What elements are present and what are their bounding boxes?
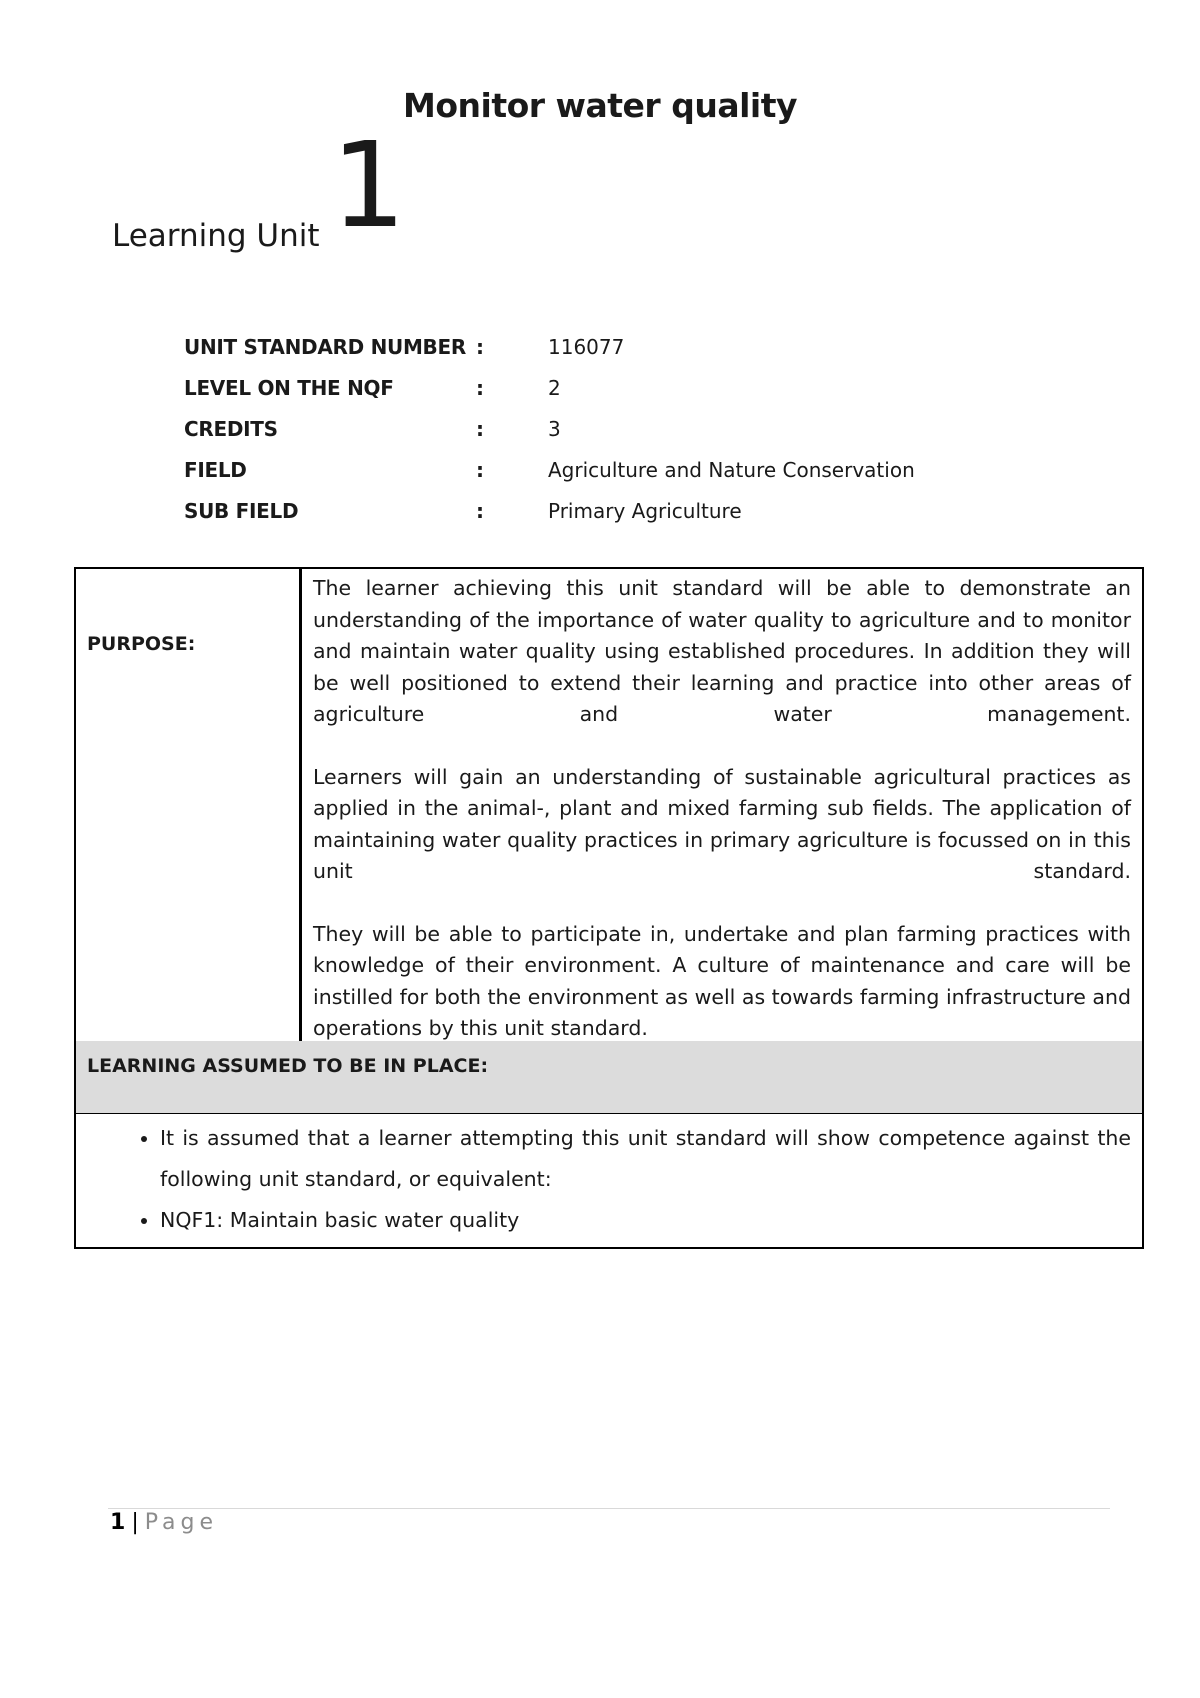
page-word: Page [144, 1510, 218, 1535]
purpose-paragraph: They will be able to participate in, undertake and plan farming practices with knowledge of their environment. A culture of maintenance and care will be instilled for both the environment as well as towards farming infrastructure and operations by this unit standard. [313, 921, 1131, 1040]
meta-key: UNIT STANDARD NUMBER [184, 334, 466, 359]
purpose-body [302, 569, 1142, 1041]
purpose-label: PURPOSE: [76, 569, 302, 1041]
document-title: Monitor water quality [403, 86, 797, 125]
learning-assumed-heading: LEARNING ASSUMED TO BE IN PLACE: [76, 1041, 1142, 1114]
purpose-table [74, 567, 1144, 1249]
list-item: • It is assumed that a learner attempting this unit standard will show competence against the following unit standard, or equivalent: [160, 1118, 1131, 1200]
page-number: 1 [110, 1510, 126, 1535]
footer-divider [108, 1508, 1110, 1509]
meta-key: CREDITS [184, 416, 278, 441]
meta-value: 116077 [548, 334, 625, 359]
meta-row [184, 367, 915, 408]
meta-key: FIELD [184, 457, 247, 482]
meta-row [184, 490, 915, 531]
page-footer [110, 1510, 218, 1535]
purpose-paragraph: Learners will gain an understanding of sustainable agricultural practices as applied in the animal-, plant and mixed farming sub fields. The application of maintaining water quality practices in primary agriculture is focussed on in this unit standard. [313, 764, 1131, 883]
meta-separator: : [476, 375, 484, 400]
meta-row [184, 408, 915, 449]
meta-separator: : [476, 457, 484, 482]
meta-row [184, 326, 915, 367]
meta-separator: : [476, 416, 484, 441]
meta-separator: : [476, 334, 484, 359]
meta-key: SUB FIELD [184, 498, 299, 523]
meta-value: Agriculture and Nature Conservation [548, 457, 915, 482]
meta-row [184, 449, 915, 490]
purpose-paragraph: The learner achieving this unit standard will be able to demonstrate an understanding of the importance of water quality to agriculture and to monitor and maintain water quality using established procedures. In addition they will be well positioned to extend their learning and practice into other areas of agriculture and water management. [313, 576, 1131, 726]
list-item: • NQF1: Maintain basic water quality [160, 1200, 1131, 1241]
meta-value: Primary Agriculture [548, 498, 742, 523]
learning-assumed-list [76, 1114, 1142, 1247]
learning-unit-heading [112, 116, 512, 260]
meta-key: LEVEL ON THE NQF [184, 375, 394, 400]
footer-separator: | [131, 1510, 139, 1535]
purpose-row [76, 569, 1142, 1041]
meta-value: 3 [548, 416, 561, 441]
unit-metadata-table [184, 326, 915, 531]
meta-separator: : [476, 498, 484, 523]
meta-value: 2 [548, 375, 561, 400]
learning-unit-label: Learning Unit [112, 218, 320, 254]
learning-unit-number: 1 [331, 116, 407, 254]
